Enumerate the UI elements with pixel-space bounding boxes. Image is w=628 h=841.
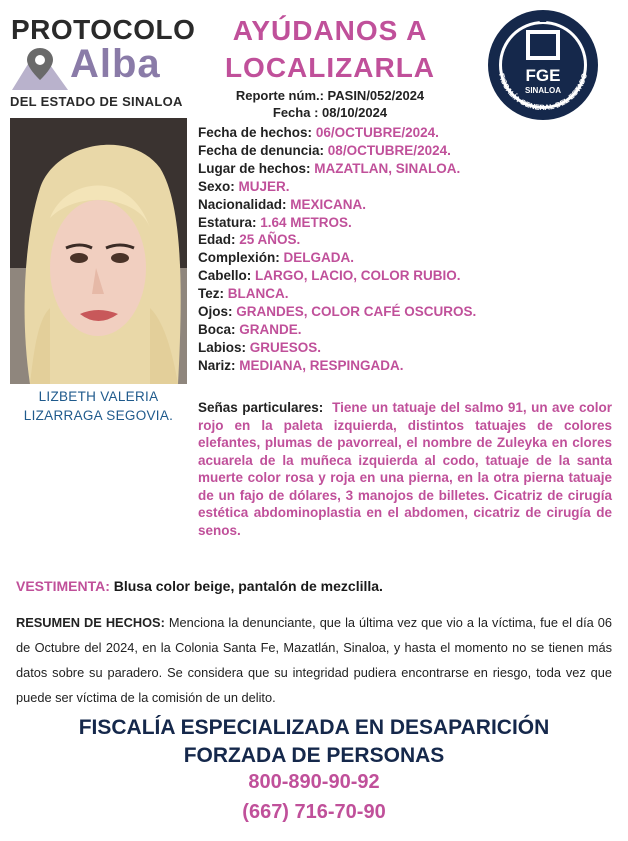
seal-ring-text: FISCALÍA GENERAL DEL ESTADO [496, 72, 590, 113]
fact-label: Estatura: [198, 214, 257, 230]
fact-label: Tez: [198, 286, 224, 302]
fact-nariz [198, 357, 618, 375]
logo-subtitle: DEL ESTADO DE SINALOA [10, 94, 183, 109]
report-info [210, 87, 450, 121]
fact-edad [198, 231, 618, 249]
clothing-label: VESTIMENTA: [16, 578, 110, 594]
fact-value: MEXICANA. [290, 196, 367, 212]
fact-label: Fecha de hechos: [198, 125, 313, 140]
fact-value: BLANCA. [227, 286, 289, 302]
distinguishing-marks-text: Tiene un tatuaje del salmo 91, un ave color rojo en la paleta izquierda, distintos tatuajes de colores elefantes, plumas de pavorreal, el nombre de Zuleyka en clores acuarela de la muñeca izquierda al codo, tatuaje de la santa muerte color rosa y roja en una pierna, en la otra pierna tatuaje de un fajo de dólares, 3 manojos de billetes. Cicatriz de cirugía estética abdominoplastia en el abdomen, cicatriz de cirugía de senos. [198, 400, 612, 538]
title-line-2: LOCALIZARLA [224, 52, 436, 83]
fact-sexo [198, 178, 618, 196]
fact-label: Edad: [198, 232, 236, 248]
fact-value: 08/OCTUBRE/2024. [327, 142, 451, 158]
fact-lugar-hechos [198, 160, 618, 178]
fact-estatura [198, 214, 618, 232]
agency-name-line-2: FORZADA DE PERSONAS [183, 744, 445, 767]
agency-name-line-1: FISCALÍA ESPECIALIZADA EN DESAPARICIÓN [78, 716, 550, 739]
fact-nacionalidad [198, 196, 618, 214]
summary-of-facts [16, 610, 612, 710]
clothing [16, 578, 383, 594]
person-name-line-2: LIZARRAGA SEGOVIA. [23, 408, 174, 423]
clothing-text: Blusa color beige, pantalón de mezclilla. [113, 578, 383, 594]
fact-label: Complexión: [198, 250, 280, 266]
person-name [10, 387, 187, 425]
fact-label: Labios: [198, 339, 247, 355]
fge-seal-logo [486, 8, 600, 122]
fact-value: DELGADA. [283, 250, 355, 266]
alba-logo-text: Alba [70, 42, 161, 86]
fact-boca [198, 321, 618, 339]
fact-value: 25 AÑOS. [239, 232, 301, 248]
report-number: Reporte núm.: PASIN/052/2024 [235, 88, 425, 103]
fact-value: MEDIANA, RESPINGADA. [239, 357, 404, 373]
fact-label: Nariz: [198, 357, 236, 373]
fact-label: Nacionalidad: [198, 196, 287, 212]
fact-complexion [198, 249, 618, 267]
fact-value: GRANDE. [239, 321, 302, 337]
phone-number-1[interactable]: 800-890-90-92 [248, 771, 380, 793]
summary-label: RESUMEN DE HECHOS: [16, 615, 165, 630]
seal-sinaloa-text: SINALOA [525, 86, 561, 95]
agency-name [0, 714, 628, 770]
person-name-line-1: LIZBETH VALERIA [38, 389, 159, 404]
page-title [210, 12, 450, 86]
report-date: Fecha : 08/10/2024 [272, 105, 388, 120]
fact-labios [198, 339, 618, 357]
fact-label: Sexo: [198, 178, 235, 194]
distinguishing-marks-label: Señas particulares: [198, 400, 324, 415]
fact-value: GRANDES, COLOR CAFÉ OSCUROS. [236, 304, 477, 320]
fact-cabello [198, 267, 618, 285]
fact-fecha-denuncia [198, 142, 618, 160]
phone-number-2[interactable]: (667) 716-70-90 [242, 801, 386, 823]
fact-value: MUJER. [238, 178, 290, 194]
fact-value: 06/OCTUBRE/2024. [315, 125, 439, 140]
fact-value: LARGO, LACIO, COLOR RUBIO. [255, 268, 461, 284]
map-pin-icon [10, 46, 70, 92]
missing-person-photo [10, 118, 187, 384]
summary-text: Menciona la denunciante, que la última vez que vio a la víctima, fue el día 06 de Octubre del 2024, en la Colonia Santa Fe, Mazatlán, Sinaloa, y hasta el momento no se tienen más datos sobre su paradero. Se considera que su integridad pudiera encontrarse en riesgo, toda vez que puede ser víctima de la comisión de un delito. [16, 615, 613, 705]
fact-value: 1.64 METROS. [260, 214, 352, 230]
fact-label: Lugar de hechos: [198, 160, 311, 176]
fact-tez [198, 285, 618, 303]
facts-list [198, 124, 618, 375]
seal-fge-text: FGE [525, 66, 561, 85]
fact-value: MAZATLAN, SINALOA. [314, 160, 461, 176]
fact-fecha-hechos [198, 124, 618, 142]
fact-label: Boca: [198, 321, 236, 337]
distinguishing-marks [198, 399, 612, 539]
fact-label: Cabello: [198, 268, 252, 284]
fact-label: Ojos: [198, 304, 233, 320]
fact-label: Fecha de denuncia: [198, 142, 325, 158]
fact-value: GRUESOS. [249, 339, 322, 355]
fact-ojos [198, 303, 618, 321]
title-line-1: AYÚDANOS A [232, 15, 428, 46]
protocolo-logo-text: PROTOCOLO [11, 14, 196, 45]
